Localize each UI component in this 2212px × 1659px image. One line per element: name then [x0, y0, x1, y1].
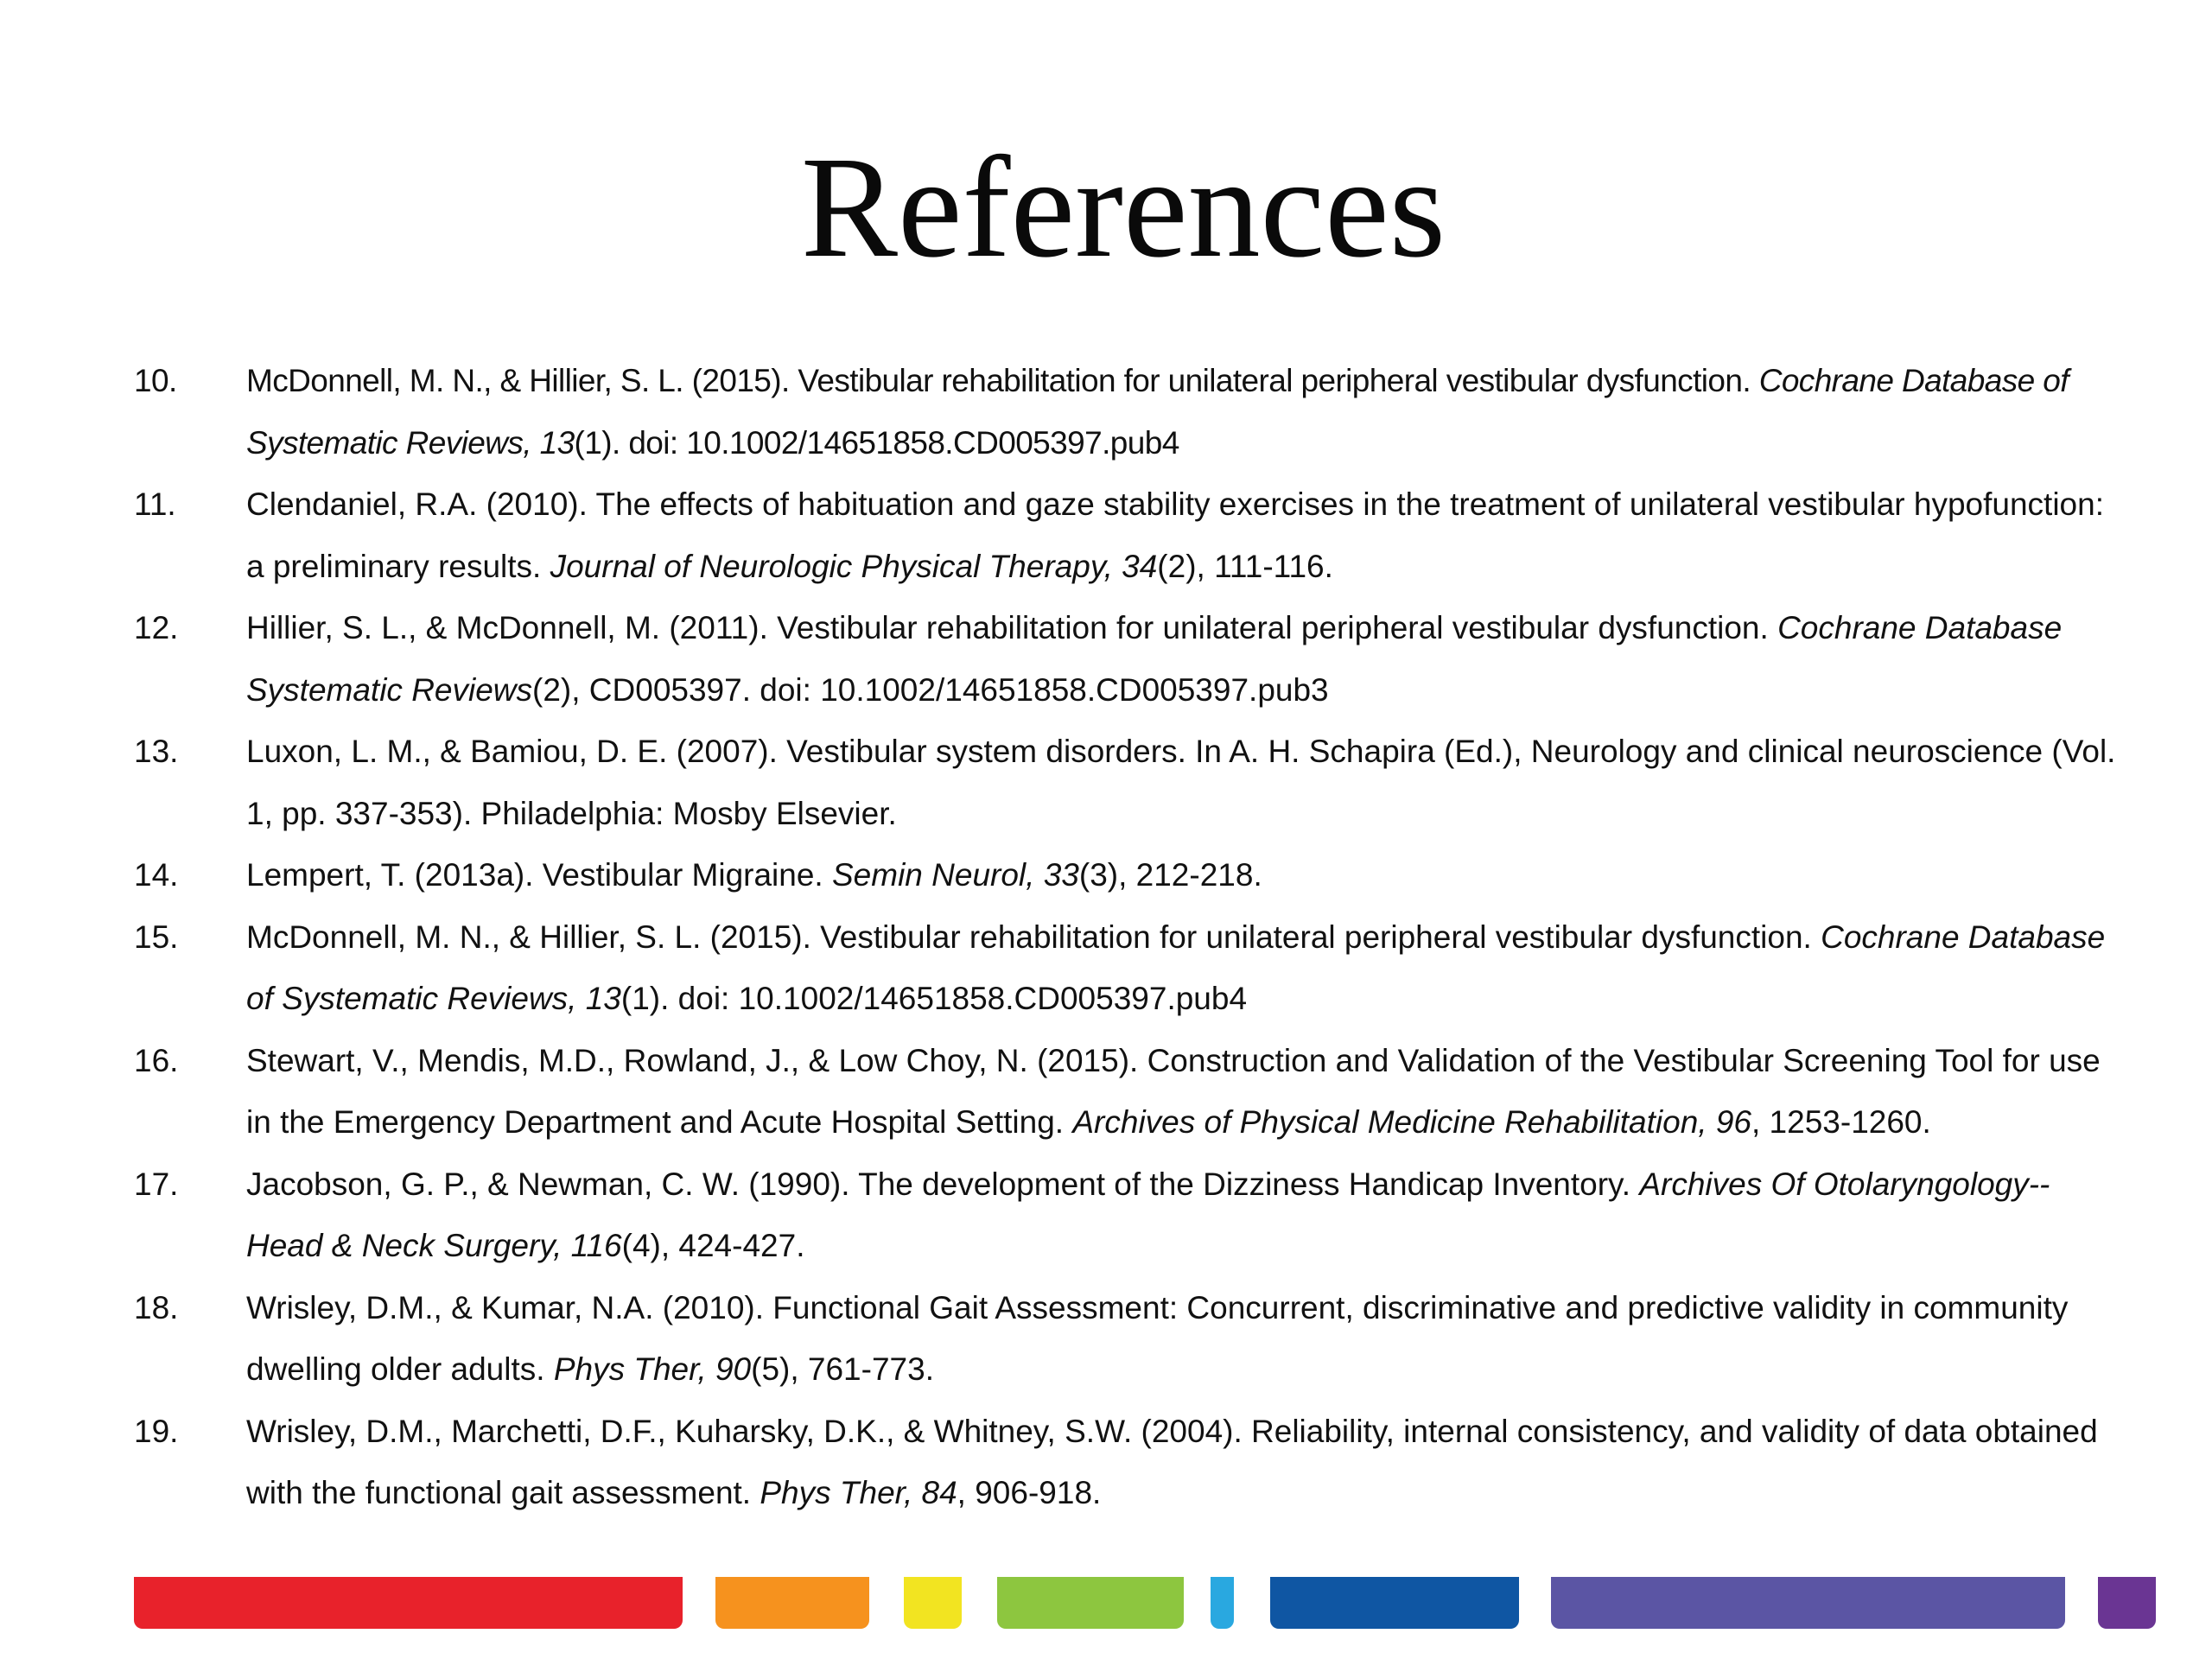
reference-segment: Stewart, V., Mendis, M.D., Rowland, J., & Low Choy, N. (2015). Construction and Validation of the Vestibular Screening Tool for use in the Emergency Department and Acute Hospital Setting.: [246, 1042, 2101, 1140]
color-bar-segment: [1551, 1577, 2065, 1629]
reference-source: Phys Ther, 84: [760, 1475, 957, 1510]
reference-segment: Clendaniel, R.A. (2010). The effects of habituation and gaze stability exercises in the treatment of unilateral vestibular hypofunction: a preliminary results.: [246, 486, 2104, 584]
reference-item: [134, 350, 2121, 474]
reference-source: Journal of Neurologic Physical Therapy, 34: [550, 548, 1158, 584]
reference-segment: Jacobson, G. P., & Newman, C. W. (1990). The development of the Dizziness Handicap Inventory.: [246, 1166, 1640, 1202]
reference-segment: , 906-918.: [957, 1475, 1102, 1510]
reference-item: [134, 844, 2121, 906]
reference-source: Phys Ther, 90: [553, 1351, 752, 1387]
color-bar-segment: [715, 1577, 869, 1629]
reference-text: [246, 363, 2069, 461]
color-bar-segment: [904, 1577, 962, 1629]
reference-text: [246, 610, 2062, 708]
reference-text: [246, 1166, 2050, 1264]
reference-number: 16.: [134, 1042, 179, 1078]
reference-number: 17.: [134, 1166, 179, 1202]
reference-text: [246, 1414, 2098, 1511]
reference-number: 15.: [134, 918, 179, 955]
reference-segment: Wrisley, D.M., & Kumar, N.A. (2010). Functional Gait Assessment: Concurrent, discriminative and predictive validity in community dwelling older adults.: [246, 1289, 2069, 1387]
reference-text: [246, 857, 1262, 893]
reference-text: [246, 1290, 2068, 1388]
reference-source: Semin Neurol, 33: [832, 857, 1079, 893]
reference-segment: (2), 111-116.: [1157, 548, 1333, 584]
reference-number: 10.: [134, 363, 177, 398]
reference-item: [134, 597, 2121, 721]
reference-item: [134, 1030, 2121, 1154]
reference-source: Cochrane Database of Systematic Reviews, 13: [246, 363, 2069, 461]
reference-segment: Hillier, S. L., & McDonnell, M. (2011). Vestibular rehabilitation for unilateral peripheral vestibular dysfunction.: [246, 610, 1778, 645]
reference-item: [134, 906, 2121, 1030]
reference-segment: Wrisley, D.M., Marchetti, D.F., Kuharsky, D.K., & Whitney, S.W. (2004). Reliability, internal consistency, and validity of data obtained with the functional gait assessment.: [246, 1413, 2098, 1510]
reference-number: 13.: [134, 734, 179, 769]
color-bar: [0, 1577, 2212, 1629]
reference-item: [134, 721, 2121, 844]
reference-segment: (5), 761-773.: [751, 1351, 934, 1387]
color-bar-segment: [1211, 1577, 1234, 1629]
reference-item: [134, 1154, 2121, 1277]
reference-segment: (1). doi: 10.1002/14651858.CD005397.pub4: [620, 981, 1248, 1016]
reference-source: Cochrane Database Systematic Reviews: [246, 610, 2063, 708]
reference-segment: (1). doi: 10.1002/14651858.CD005397.pub4: [574, 424, 1179, 461]
reference-segment: McDonnell, M. N., & Hillier, S. L. (2015). Vestibular rehabilitation for unilateral peripheral vestibular dysfunction.: [246, 363, 1759, 398]
reference-source: Archives of Physical Medicine Rehabilitation, 96: [1072, 1104, 1751, 1140]
reference-text: [246, 486, 2104, 584]
page-title: References: [800, 127, 1446, 288]
reference-item: [134, 1401, 2121, 1524]
reference-segment: , 1253-1260.: [1751, 1104, 1931, 1140]
reference-segment: Lempert, T. (2013a). Vestibular Migraine.: [246, 857, 832, 893]
color-bar-segment: [997, 1577, 1184, 1629]
reference-number: 19.: [134, 1413, 179, 1449]
color-bar-segment: [2098, 1577, 2156, 1629]
reference-segment: (2), CD005397. doi: 10.1002/14651858.CD005397.pub3: [532, 671, 1329, 708]
reference-source: Archives Of Otolaryngology--Head & Neck Surgery, 116: [246, 1166, 2050, 1263]
reference-source: Cochrane Database of Systematic Reviews, 13: [246, 918, 2106, 1016]
reference-text: [246, 1043, 2101, 1141]
reference-segment: (4), 424-427.: [621, 1228, 805, 1263]
reference-number: 12.: [134, 610, 179, 645]
reference-list: [134, 350, 2121, 1524]
reference-text: [246, 919, 2105, 1017]
reference-number: 18.: [134, 1289, 179, 1325]
reference-segment: McDonnell, M. N., & Hillier, S. L. (2015). Vestibular rehabilitation for unilateral peripheral vestibular dysfunction.: [246, 918, 1821, 955]
reference-item: [134, 474, 2121, 597]
color-bar-segment: [134, 1577, 683, 1629]
reference-number: 14.: [134, 857, 179, 893]
reference-segment: (3), 212-218.: [1078, 857, 1262, 893]
reference-number: 11.: [134, 486, 176, 522]
reference-segment: Luxon, L. M., & Bamiou, D. E. (2007). Vestibular system disorders. In A. H. Schapira (Ed.), Neurology and clinical neuroscience (Vol. 1, pp. 337-353). Philadelphia: Mosby Elsevier.: [246, 734, 2116, 831]
reference-text: [246, 734, 2115, 831]
color-bar-segment: [1270, 1577, 1519, 1629]
reference-item: [134, 1277, 2121, 1401]
